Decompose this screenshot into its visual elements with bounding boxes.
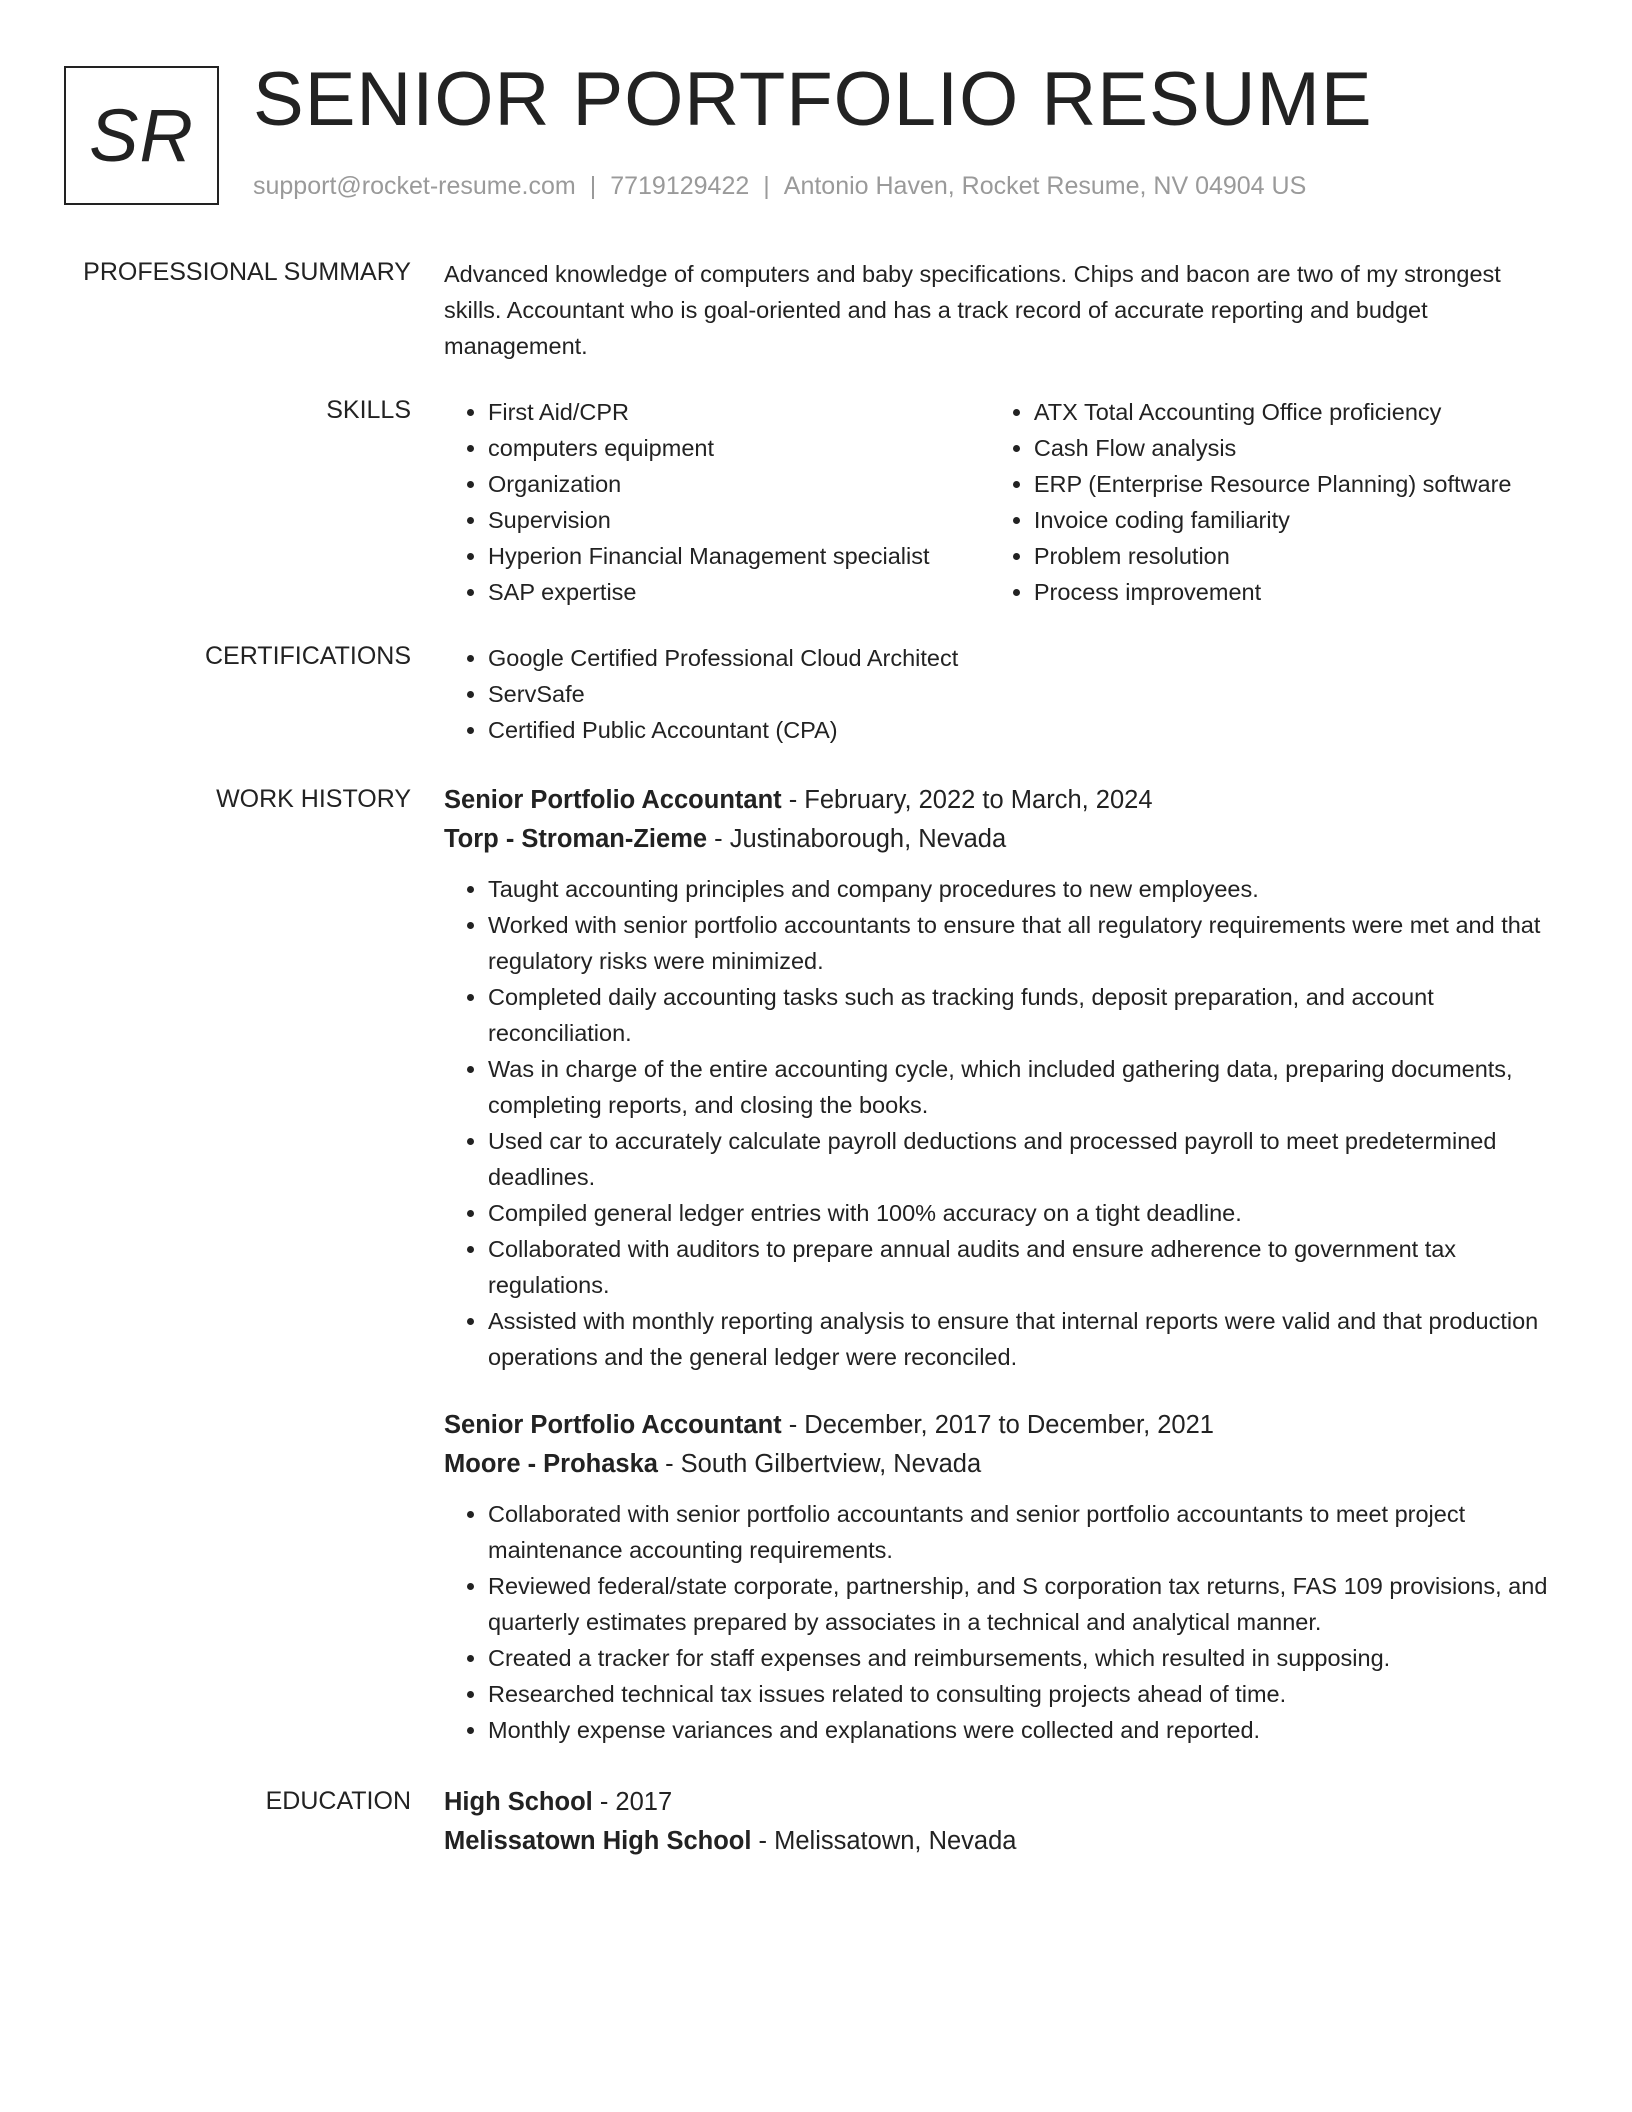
skill-item: • Supervision	[488, 502, 990, 538]
certifications-heading: CERTIFICATIONS	[204, 642, 411, 670]
skill-item: • Problem resolution	[1034, 538, 1556, 574]
monogram-logo	[64, 66, 219, 205]
skill-item: • Process improvement	[1034, 574, 1556, 610]
summary-text: Advanced knowledge of computers and baby specifications. Chips and bacon are two of my strongest skills. Accountant who is goal-oriented and has a track record of accurate reporting and budget management.	[444, 261, 1501, 359]
skill-item: • SAP expertise	[488, 574, 990, 610]
skills-grid	[444, 394, 1556, 610]
summary-section	[444, 256, 1556, 364]
skill-item: • Hyperion Financial Management specialist	[488, 538, 990, 574]
job-company-line	[444, 1445, 1556, 1484]
education-location: - Melissatown, Nevada	[751, 1827, 1017, 1855]
skill-item: • First Aid/CPR	[488, 394, 990, 430]
job-title-line	[444, 781, 1556, 820]
job-bullet: • Taught accounting principles and company procedures to new employees.	[488, 871, 1556, 907]
job-dates: - December, 2017 to December, 2021	[781, 1411, 1214, 1439]
skill-item: • computers equipment	[488, 430, 990, 466]
education-heading: EDUCATION	[265, 1787, 411, 1815]
job-dates: - February, 2022 to March, 2024	[781, 786, 1153, 814]
contact-email: support@rocket-resume.com	[253, 172, 576, 200]
job-bullet: • Was in charge of the entire accounting cycle, which included gathering data, preparing documents, completing reports, and closing the books.	[488, 1051, 1556, 1123]
job-bullet: • Reviewed federal/state corporate, partnership, and S corporation tax returns, FAS 109 provisions, and quarterly estimates prepared by associates in a technical and analytical manner.	[488, 1568, 1556, 1640]
skill-item: • ATX Total Accounting Office proficiency	[1034, 394, 1556, 430]
job-title: Senior Portfolio Accountant	[444, 786, 782, 814]
job-title: Senior Portfolio Accountant	[444, 1411, 782, 1439]
job-location: - Justinaborough, Nevada	[707, 825, 1007, 853]
skill-item: • Invoice coding familiarity	[1034, 502, 1556, 538]
job-location: - South Gilbertview, Nevada	[657, 1450, 982, 1478]
certification-item: • ServSafe	[488, 676, 1556, 712]
skill-item: • Cash Flow analysis	[1034, 430, 1556, 466]
job-company: Moore - Prohaska	[444, 1450, 658, 1478]
contact-phone: 7719129422	[610, 172, 750, 200]
job-bullet-list	[444, 871, 1556, 1375]
job-bullet: • Monthly expense variances and explanations were collected and reported.	[488, 1712, 1556, 1748]
job-bullet: • Compiled general ledger entries with 100% accuracy on a tight deadline.	[488, 1195, 1556, 1231]
monogram-text: SR	[89, 93, 194, 177]
skills-list-left	[444, 394, 990, 610]
job-bullet-list	[444, 1496, 1556, 1748]
skills-list-right	[990, 394, 1556, 610]
job-entry	[444, 781, 1556, 1375]
work-history-heading: WORK HISTORY	[216, 785, 411, 813]
resume-title: SENIOR PORTFOLIO RESUME	[253, 57, 1373, 142]
job-bullet: • Worked with senior portfolio accountants to ensure that all regulatory requirements were met and that regulatory risks were minimized.	[488, 907, 1556, 979]
certification-item: • Google Certified Professional Cloud Architect	[488, 640, 1556, 676]
education-degree: High School	[444, 1788, 593, 1816]
education-degree-line	[444, 1783, 1556, 1822]
job-company-line	[444, 820, 1556, 859]
job-bullet: • Completed daily accounting tasks such as tracking funds, deposit preparation, and account reconciliation.	[488, 979, 1556, 1051]
job-bullet: • Collaborated with auditors to prepare annual audits and ensure adherence to government tax regulations.	[488, 1231, 1556, 1303]
job-company: Torp - Stroman-Zieme	[444, 825, 708, 853]
certifications-section	[444, 640, 1556, 748]
contact-address: Antonio Haven, Rocket Resume, NV 04904 US	[783, 172, 1307, 200]
job-bullet: • Researched technical tax issues related to consulting projects ahead of time.	[488, 1676, 1556, 1712]
contact-separator: |	[589, 172, 597, 200]
education-school: Melissatown High School	[444, 1827, 752, 1855]
job-title-line	[444, 1406, 1556, 1445]
skill-item: • Organization	[488, 466, 990, 502]
job-bullet: • Collaborated with senior portfolio accountants and senior portfolio accountants to meet project maintenance accounting requirements.	[488, 1496, 1556, 1568]
job-entry	[444, 1406, 1556, 1748]
education-year: - 2017	[592, 1788, 673, 1816]
education-entry	[444, 1783, 1556, 1861]
summary-heading: PROFESSIONAL SUMMARY	[83, 258, 411, 286]
job-bullet: • Created a tracker for staff expenses and reimbursements, which resulted in supposing.	[488, 1640, 1556, 1676]
skills-section	[444, 394, 1556, 610]
contact-separator: |	[763, 172, 770, 200]
skills-heading: SKILLS	[326, 396, 411, 424]
skill-item: • ERP (Enterprise Resource Planning) software	[1034, 466, 1556, 502]
job-bullet: • Used car to accurately calculate payroll deductions and processed payroll to meet predetermined deadlines.	[488, 1123, 1556, 1195]
education-school-line	[444, 1822, 1556, 1861]
contact-line	[253, 172, 1306, 201]
certifications-list	[444, 640, 1556, 748]
job-bullet: • Assisted with monthly reporting analysis to ensure that internal reports were valid and that production operations and the general ledger were reconciled.	[488, 1303, 1556, 1375]
certification-item: • Certified Public Accountant (CPA)	[488, 712, 1556, 748]
